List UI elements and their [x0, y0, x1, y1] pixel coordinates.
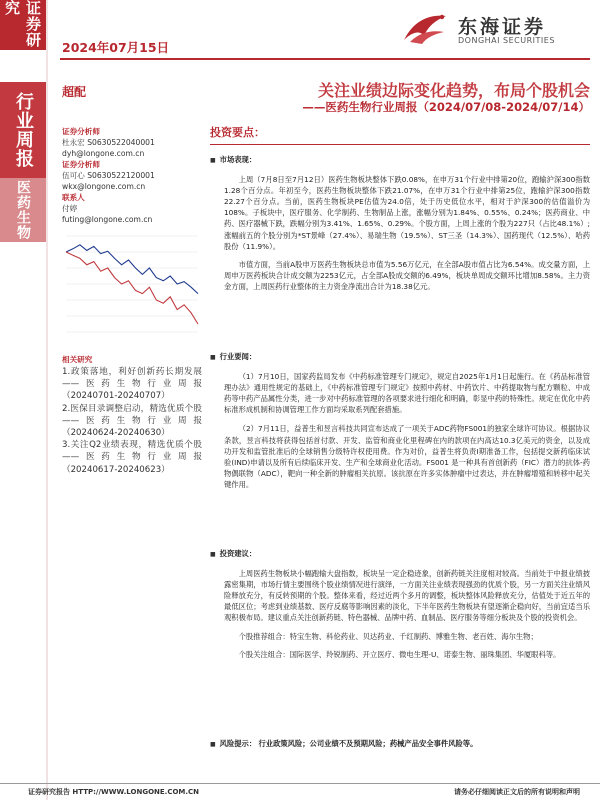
analyst-label: 证券分析师 — [62, 127, 100, 136]
advice-section — [210, 548, 590, 660]
brand-logo — [400, 6, 590, 52]
market-section — [210, 154, 590, 292]
analyst-info — [62, 126, 202, 225]
risk-heading: ■ 风险提示： — [210, 739, 256, 748]
news-heading: ■ 行业要闻： — [210, 351, 590, 363]
advice-paragraph: 上周医药生物板块小幅跑输大盘指数，板块呈一定企稳迹象，创新药链关注度相对较高。当前处于中报业绩披露密集期，市场行情主要围绕个股业绩情况进行演绎，一方面关注业绩表现强劲的优质个股，另一方面关注业绩风险释放充分，有反转预期的个股。整体来看，经过近两个多月的调整，板块整体风险释放充分，估值处于近五年的最低区位；考虑到业绩基数、医疗反腐等影响因素的淡化，下半年医药生物板块有望逐渐企稳向好，当前宜适当乐观积极布局。建议重点关注创新药链、特色器械、品牌中药、血制品、医疗服务等细分板块及个股的投资机会。 — [224, 569, 590, 623]
chart-series-line — [66, 252, 198, 324]
analyst-name: 杜永宏 S0630522040001 — [62, 138, 155, 147]
report-subtitle: ——医药生物行业周报（2024/07/08-2024/07/14） — [302, 100, 590, 114]
report-title: 关注业绩边际变化趋势，布局个股机会 — [317, 81, 590, 100]
analyst-name: 伍可心 S0630522120001 — [62, 171, 155, 180]
related-item[interactable]: 3.关注Q2业绩表现，精选优质个股——医药生物行业周报（20240617-20240623） — [62, 440, 202, 475]
related-item[interactable]: 2.医保目录调整启动，精选优质个股——医药生物行业周报（20240624-20240630） — [62, 403, 202, 439]
band-divider — [46, 0, 48, 800]
footer-rule — [0, 783, 600, 784]
related-label: 相关研究 — [62, 355, 93, 364]
market-heading: ■ 市场表现： — [210, 154, 590, 166]
recommend-portfolio: 个股推荐组合：特宝生物、科伦药业、贝达药业、千红制药、博雅生物、老百姓、海尔生物； — [238, 631, 538, 641]
contact-label: 联系人 — [62, 193, 85, 202]
footer-site[interactable]: 证券研究报告 HTTP://WWW.LONGONE.COM.CN — [28, 788, 200, 796]
risk-text: 行业政策风险；公司业绩不及预期风险；药械产品安全事件风险等。 — [258, 739, 478, 748]
footer-disclaimer: 请务必仔细阅读正文后的所有说明和声明 — [454, 788, 580, 796]
market-paragraph: 市值方面，当前A股申万医药生物板块总市值为5.56万亿元，在全部A股市值占比为6.54%。成交量方面，上周申万医药板块合计成交额为2253亿元，占全部A股成交额的6.49%，板块单周成交额环比增加8.58%。主力资金方面，上周医药行业整体的主力资金净流出合计为18.38亿元。 — [224, 259, 590, 291]
logo-english: DONGHAI SECURITIES — [458, 36, 555, 45]
band-industry: 医药生物 — [0, 178, 46, 242]
analyst-email[interactable]: dyh@longone.com.cn — [62, 149, 145, 158]
news-paragraph: （2）7月11日，益普生和昱言科技共同宣布达成了一项关于ADC药物FS001的独家全球许可协议。根据协议条款，昱言科技将获得包括首付款、开发、监管和商业化里程碑在内的款项在内高达10.3亿美元的资金，以及成功开发和监管批准后的全球销售分级特许权使用费。作为对价，益普生将负责I期准备工作，包括提交新药临床试验(IND)申请以及所有后续临床开发、生产和全球商业化活动。FS001 是一种具有首创新药（FIC）潜力的抗体-药物偶联物（ADC），靶向一种全新的肿瘤相关抗原。该抗原在许多实体肿瘤中过表达，并在肿瘤增殖和转移中起关键作用。 — [224, 424, 590, 489]
invest-points-heading: 投资要点： — [210, 126, 265, 139]
analyst-email[interactable]: wkx@longone.com.cn — [62, 182, 146, 191]
industry-rating: 超配 — [62, 85, 87, 99]
advice-heading: ■ 投资建议： — [210, 548, 590, 560]
news-paragraph: （1）7月10日，国家药监局发布《中药标准管理专门规定》，规定自2025年1月1日起施行。在《药品标准管理办法》通用性规定的基础上，《中药标准管理专门规定》按照中药材、中药饮片、中药提取物与配方颗粒、中成药等中药产品属性分类，进一步对中药标准管理的各项要求进行细化和明确，彰显中药的特殊性。规定在优化中药标准形成机制和协调管理工作方面均采取系列配套措施。 — [224, 372, 590, 415]
logo-chinese: 东海证券 — [458, 16, 547, 38]
left-vertical-band — [0, 0, 46, 800]
sector-performance-chart — [62, 230, 202, 340]
risk-section — [210, 738, 590, 750]
market-paragraph: 上周（7月8日至7月12日）医药生物板块整体下跌0.08%，在申万31个行业中排第20位，跑输沪深300指数1.28个百分点。年初至今，医药生物板块整体下跌21.07%，在申万31个行业中排第25位，跑输沪深300指数22.27个百分点。当前，医药生物板块PE估值为24.0倍，处于历史低位水平，相对于沪深300的估值溢价为108%。子板块中，医疗服务、化学制药、生物制品上涨，涨幅分别为1.84%、0.55%、0.24%；医药商业、中药、医疗器械下跌，跌幅分别为3.41%、1.65%、0.29%。个股方面，上周上涨的个股为227只（占比48.1%）;涨幅前五的个股分别为*ST景峰（27.4%）、易瑞生物（19.5%）、ST三圣（14.3%）、国药现代（12.5%）、哈药股份（11.9%）。 — [224, 175, 590, 251]
report-date: 2024年07月15日 — [62, 40, 170, 55]
band-report-category: 行业周报 — [0, 82, 46, 178]
analyst-label: 证券分析师 — [62, 160, 100, 169]
related-research — [62, 354, 202, 476]
chart-svg — [62, 230, 202, 340]
related-item[interactable]: 1.政策落地，利好创新药长期发展——医药生物行业周报（20240701-20240707） — [62, 367, 202, 402]
band-report-type: 证券研究 — [0, 0, 46, 50]
contact-name: 付婷 — [62, 204, 78, 213]
crane-logo-icon — [400, 10, 450, 46]
watch-portfolio: 个股关注组合：国际医学、羚锐制药、开立医疗、微电生理-U、诺泰生物、丽珠集团、华厦眼科等。 — [238, 649, 561, 659]
news-section — [210, 351, 590, 490]
section-rule — [210, 144, 590, 145]
header-rule — [60, 58, 590, 60]
contact-email[interactable]: futing@longone.com.cn — [62, 215, 153, 224]
